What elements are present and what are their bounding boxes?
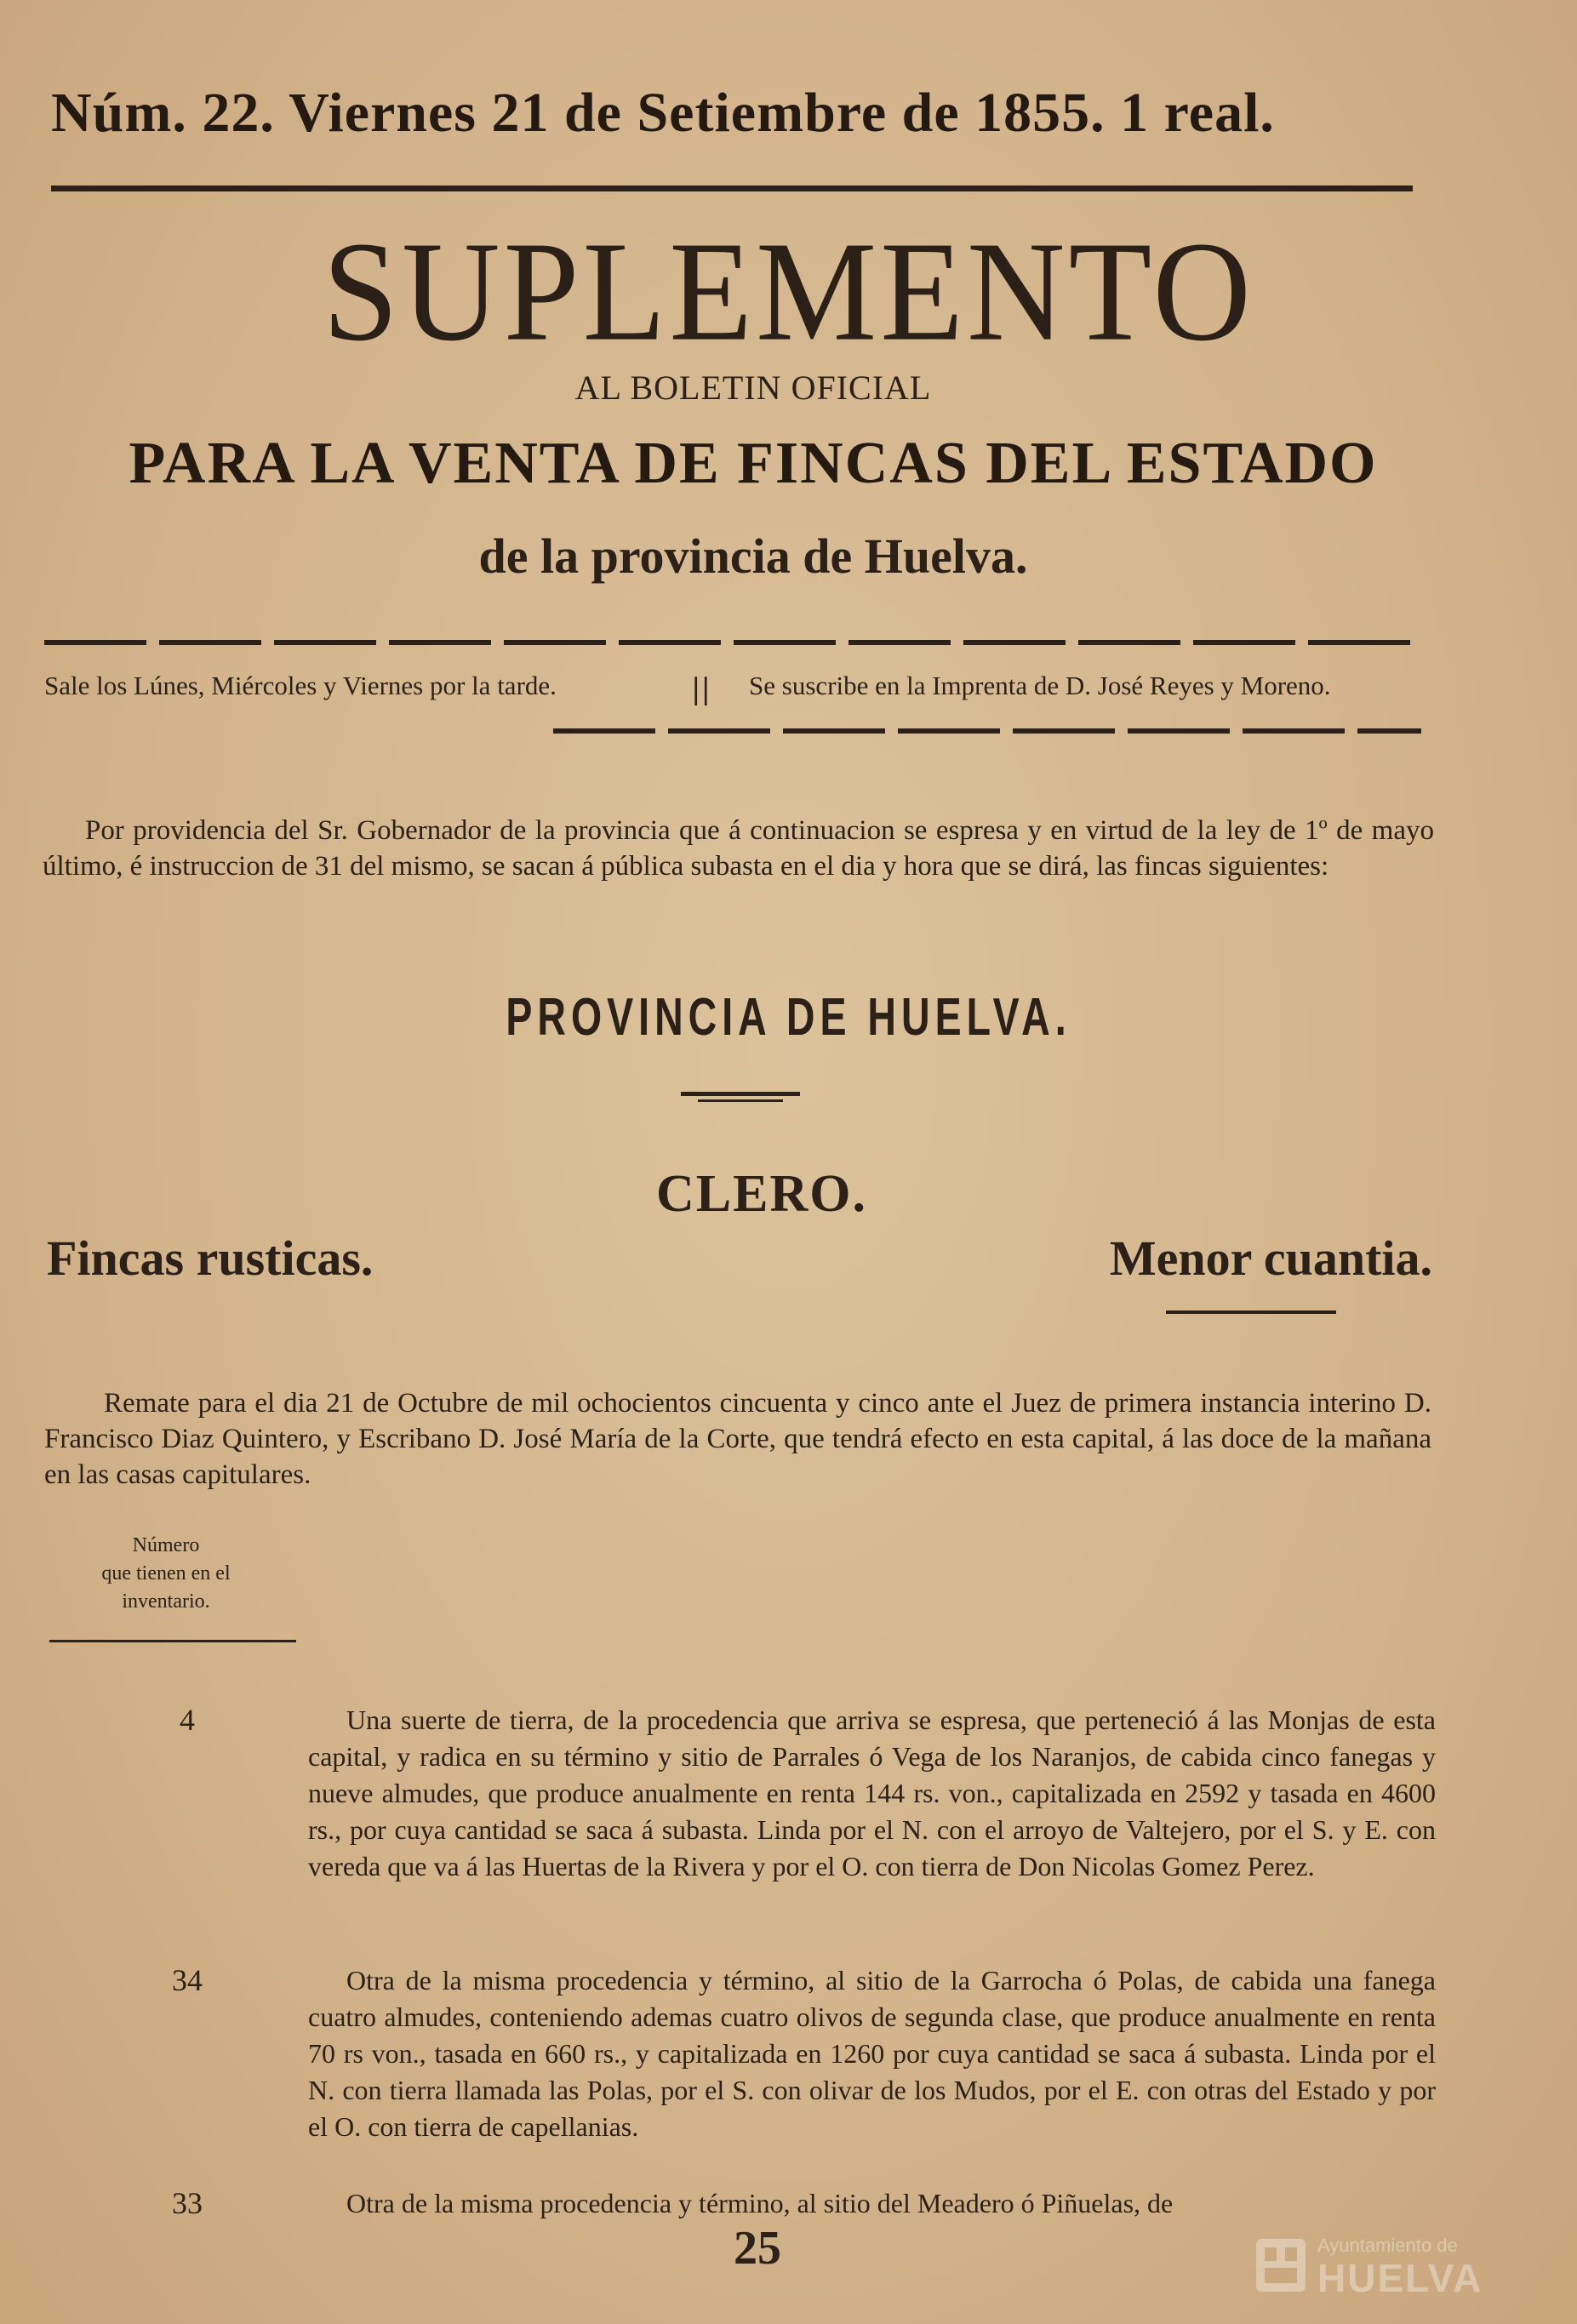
dashed-rule-top (44, 640, 1423, 645)
subtitle-boletin: AL BOLETIN OFICIAL (574, 368, 932, 407)
subtitle-venta: PARA LA VENTA DE FINCAS DEL ESTADO (129, 431, 1378, 496)
info-separator: || (691, 672, 711, 706)
intro-paragraph: Por providencia del Sr. Gobernador de la provincia que á continuacion se espresa y en virtud de la ley de 1º de mayo último, é instruccion de 31 del mismo, se sacan á pública subasta en el dia y hora que se dirá, las fincas siguientes: (43, 815, 1434, 882)
column-header-line-3: inventario. (122, 1590, 210, 1613)
city-crest-icon (1251, 2232, 1311, 2296)
province-heading: PROVINCIA DE HUELVA. (506, 988, 1071, 1047)
fincas-rusticas-heading: Fincas rusticas. (47, 1231, 374, 1286)
inventory-column-header (60, 1532, 272, 1616)
province-ornament-rule (681, 1092, 800, 1096)
menor-cuantia-underline (1166, 1310, 1336, 1314)
subtitle-provincia: de la provincia de Huelva. (478, 528, 1028, 584)
masthead-rule (51, 186, 1413, 191)
watermark-line-1: Ayuntamiento de (1317, 2235, 1458, 2256)
masthead: Núm. 22. Viernes 21 de Setiembre de 1855. 1 real. (51, 82, 1275, 144)
menor-cuantia-heading: Menor cuantia. (1109, 1231, 1432, 1286)
column-header-line-1: Número (132, 1534, 200, 1556)
entry-text: Otra de la misma procedencia y término, al sitio del Meadero ó Piñuelas, de (346, 2188, 1174, 2218)
province-ornament-rule-2 (698, 1099, 783, 1102)
entry-number: 33 (172, 2186, 203, 2220)
page-number: 25 (734, 2222, 781, 2275)
entry-number: 4 (180, 1703, 195, 1737)
archive-watermark (1251, 2228, 1523, 2304)
subscription-info: Se suscribe en la Imprenta de D. José Reyes y Moreno. (749, 671, 1331, 700)
section-clero-heading: CLERO. (656, 1165, 867, 1223)
watermark-line-2: HUELVA (1317, 2256, 1483, 2300)
column-header-rule (49, 1640, 296, 1642)
publication-days: Sale los Lúnes, Miércoles y Viernes por la tarde. (44, 671, 557, 700)
entry-text: Otra de la misma procedencia y término, al sitio de la Garrocha ó Polas, de cabida una fanega cuatro almudes, conteniendo ademas cuatro olivos de segunda clase, que produce anualmente en renta 70 rs von., tasada en 660 rs., y capitalizada en 1260 por cuya cantidad se saca á subasta. Linda por el N. con tierra llamada las Polas, por el S. con olivar de los Mudos, por el E. con otras del Estado y por el O. con tierra de capellanias. (308, 1965, 1436, 2142)
page-title: SUPLEMENTO (323, 211, 1254, 371)
entry-number: 34 (172, 1963, 203, 1997)
entry-text: Una suerte de tierra, de la procedencia que arriva se espresa, que perteneció á las Monjas de esta capital, y radica en su término y sitio de Parrales ó Vega de los Naranjos, de cabida cinco fanegas y nueve almudes, que produce anualmente en renta 144 rs. von., capitalizada en 2592 y tasada en 4600 rs., por cuya cantidad se saca á subasta. Linda por el N. con el arroyo de Valtejero, por el S. y E. con vereda que va á las Huertas de la Rivera y por el O. con tierra de Don Nicolas Gomez Perez. (308, 1704, 1436, 1881)
dashed-rule-bottom (553, 728, 1421, 734)
column-header-line-2: que tienen en el (101, 1562, 231, 1585)
remate-paragraph: Remate para el dia 21 de Octubre de mil ochocientos cincuenta y cinco ante el Juez de primera instancia interino D. Francisco Diaz Quintero, y Escribano D. José María de la Corte, que tendrá efecto en esta capital, á las doce de la mañana en las casas capitulares. (44, 1388, 1431, 1490)
